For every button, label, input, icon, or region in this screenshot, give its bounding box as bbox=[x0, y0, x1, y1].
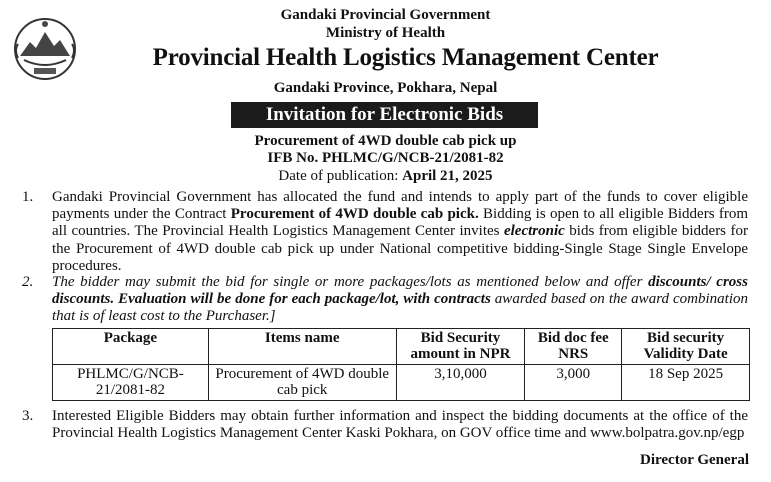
p2-text-a: The bidder may submit the bid for single or more packages/lots as mentioned below and offer bbox=[52, 274, 649, 290]
cell-bid-security: 3,10,000 bbox=[396, 365, 525, 401]
p1-text-a: Gandaki Provincial Government has allocated the fund and intends to apply part of the funds to cover eligible payments under the Contract bbox=[52, 189, 748, 223]
ministry-name: Ministry of Health bbox=[325, 25, 446, 41]
cell-doc-fee: 3,000 bbox=[525, 365, 622, 401]
table-row bbox=[53, 365, 750, 401]
p1-bold-contract: Procurement of 4WD double cab pick. bbox=[230, 206, 479, 223]
ifb-number: IFB No. PHLMC/G/NCB-21/2081-82 bbox=[267, 150, 504, 166]
signatory: Director General bbox=[640, 452, 749, 468]
p1-text-c: bids from eligible bidders for the Procurement of 4WD double cab pick up under National competitive bidding-Single Stage Single Envelope procedures. bbox=[52, 223, 748, 274]
p2-text-b: awarded based on the award combination that is of least cost to the Purchaser.] bbox=[52, 291, 748, 325]
notice-banner: Invitation for Electronic Bids bbox=[231, 102, 538, 128]
government-name: Gandaki Provincial Government bbox=[280, 7, 491, 23]
paragraph-3-number: 3. bbox=[22, 408, 34, 424]
header-doc-fee: Bid doc fee NRS bbox=[525, 329, 622, 365]
publication-label: Date of publication: bbox=[278, 168, 403, 184]
publication-date bbox=[0, 168, 771, 185]
p2-bold: discounts/ cross discounts. Evaluation will be done for each package/lot, with contracts bbox=[52, 274, 748, 308]
paragraph-3: Interested Eligible Bidders may obtain further information and inspect the bidding documents at the office of the Provincial Health Logistics Management Center Kaski Pokhara, on GOV office time and www.bolpatra.gov.np/egp bbox=[52, 408, 748, 442]
header-items-name: Items name bbox=[208, 329, 396, 365]
cell-package: PHLMC/G/NCB-21/2081-82 bbox=[53, 365, 209, 401]
header-bid-security: Bid Security amount in NPR bbox=[396, 329, 525, 365]
table-header-row bbox=[53, 329, 750, 365]
paragraph-1 bbox=[52, 189, 748, 275]
header-package: Package bbox=[53, 329, 209, 365]
p1-text-b: Bidding is open to all eligible Bidders from all countries. The Provincial Health Logistics Management Center invites bbox=[52, 206, 748, 240]
paragraph-2 bbox=[52, 274, 748, 326]
procurement-subject: Procurement of 4WD double cab pick up bbox=[254, 133, 517, 149]
bid-table bbox=[52, 328, 750, 401]
cell-items-name: Procurement of 4WD double cab pick bbox=[208, 365, 396, 401]
address: Gandaki Province, Pokhara, Nepal bbox=[273, 80, 498, 96]
cell-validity-date: 18 Sep 2025 bbox=[622, 365, 750, 401]
paragraph-1-number: 1. bbox=[22, 189, 34, 205]
center-name: Provincial Health Logistics Management Center bbox=[152, 44, 659, 71]
p1-bold-electronic: electronic bbox=[503, 223, 565, 240]
header-validity-date: Bid security Validity Date bbox=[622, 329, 750, 365]
paragraph-2-number: 2. bbox=[22, 274, 34, 290]
publication-date-value: April 21, 2025 bbox=[402, 168, 493, 184]
